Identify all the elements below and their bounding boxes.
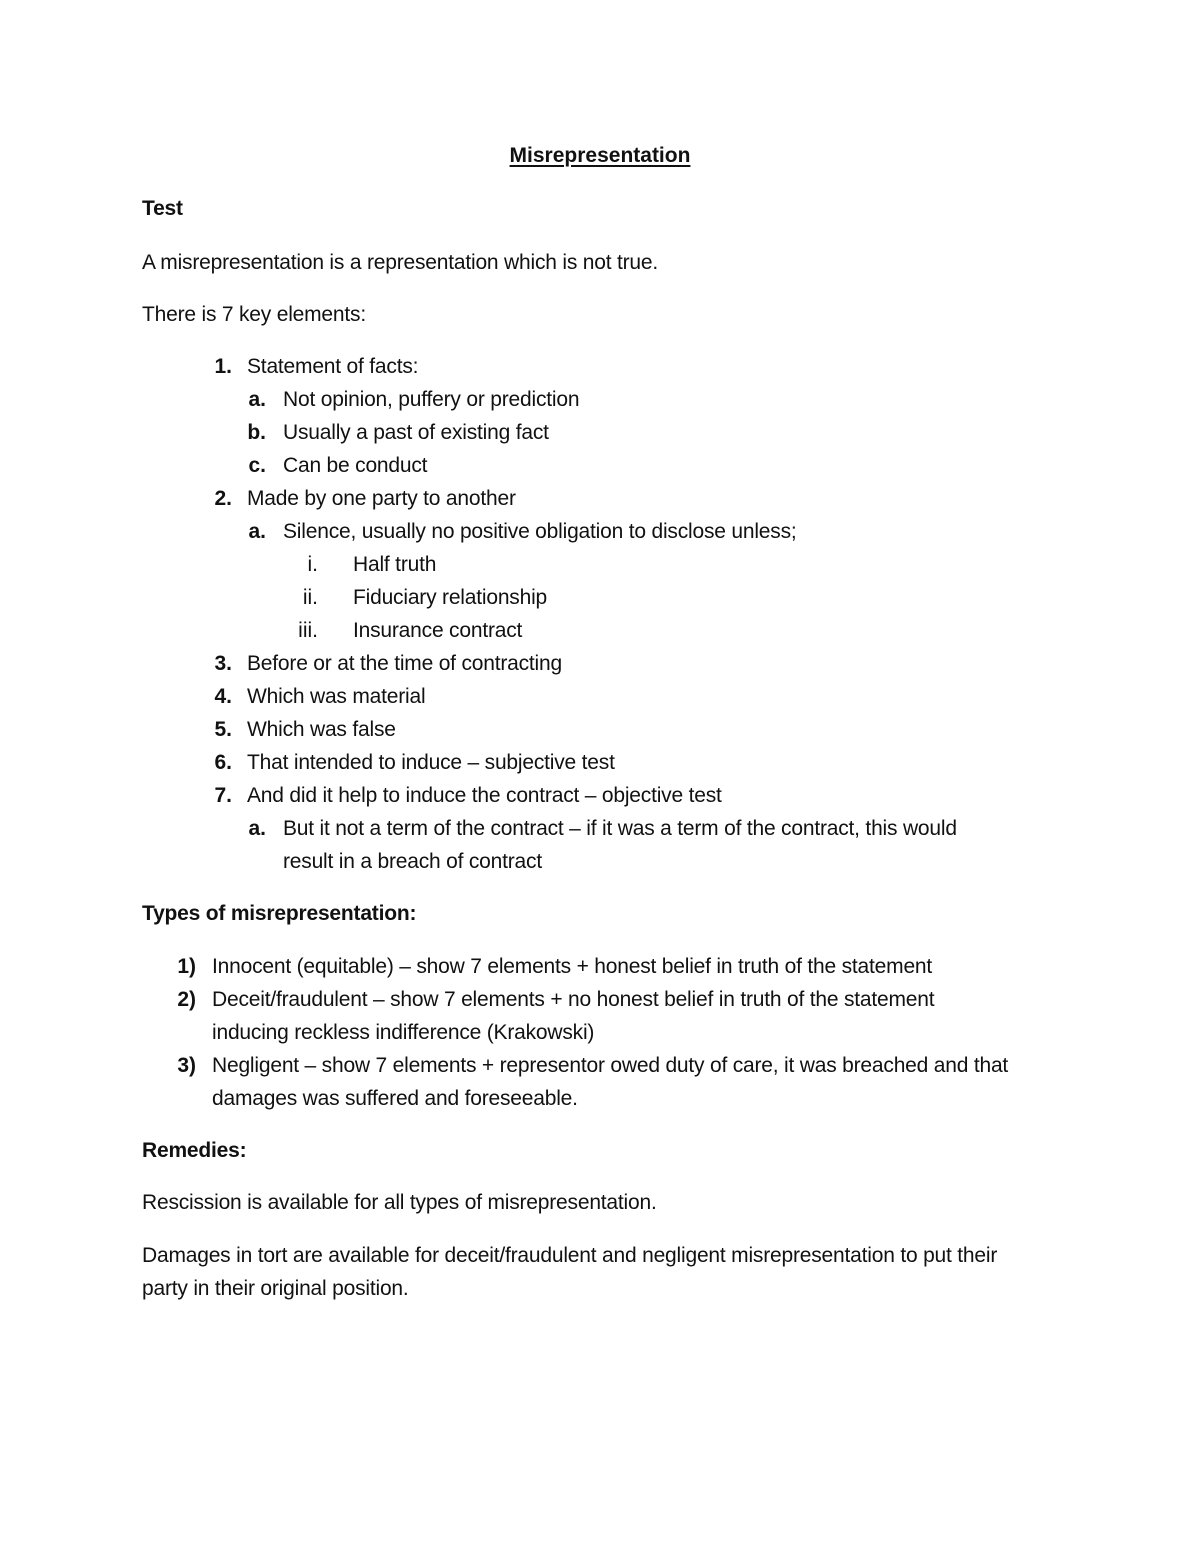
list-marker: 2. — [214, 487, 232, 510]
list-item: Not opinion, puffery or prediction — [283, 388, 580, 411]
remedies-paragraph-continuation: party in their original position. — [142, 1277, 409, 1300]
elements-intro: There is 7 key elements: — [142, 303, 366, 326]
list-marker: 4. — [214, 685, 232, 708]
list-item: Which was material — [247, 685, 426, 708]
list-marker: b. — [247, 421, 266, 444]
list-item-continuation: damages was suffered and foreseeable. — [212, 1087, 578, 1110]
list-marker: a. — [248, 520, 266, 543]
list-item: Insurance contract — [353, 619, 523, 642]
list-marker: i. — [307, 553, 318, 576]
list-marker: 3. — [214, 652, 232, 675]
list-marker: 1) — [177, 955, 196, 978]
list-marker: 6. — [214, 751, 232, 774]
types-heading: Types of misrepresentation: — [142, 902, 417, 925]
list-marker: 7. — [214, 784, 232, 807]
remedies-heading: Remedies: — [142, 1139, 247, 1162]
list-item: Innocent (equitable) – show 7 elements + honest belief in truth of the statement — [212, 955, 933, 978]
list-item-continuation: result in a breach of contract — [283, 850, 542, 873]
list-item: Negligent – show 7 elements + representor owed duty of care, it was breached and that — [212, 1054, 1009, 1077]
list-marker: c. — [248, 454, 266, 477]
list-item: And did it help to induce the contract – objective test — [247, 784, 722, 807]
list-item: Fiduciary relationship — [353, 586, 548, 609]
test-heading: Test — [142, 197, 183, 220]
list-item: Made by one party to another — [247, 487, 516, 510]
definition-paragraph: A misrepresentation is a representation which is not true. — [142, 251, 659, 274]
document-title: Misrepresentation — [509, 144, 691, 167]
remedies-paragraph: Rescission is available for all types of misrepresentation. — [142, 1191, 657, 1214]
list-item: Can be conduct — [283, 454, 428, 477]
list-item: Silence, usually no positive obligation to disclose unless; — [283, 520, 797, 543]
list-marker: a. — [248, 817, 266, 840]
remedies-paragraph: Damages in tort are available for deceit/fraudulent and negligent misrepresentation to put their — [142, 1244, 998, 1267]
list-item: That intended to induce – subjective test — [247, 751, 615, 774]
list-item: But it not a term of the contract – if it was a term of the contract, this would — [283, 817, 957, 840]
list-marker: 1. — [214, 355, 232, 378]
list-marker: ii. — [302, 586, 318, 609]
list-item-continuation: inducing reckless indifference (Krakowski) — [212, 1021, 595, 1044]
list-marker: 2) — [177, 988, 196, 1011]
list-item: Before or at the time of contracting — [247, 652, 562, 675]
list-item: Statement of facts: — [247, 355, 419, 378]
list-marker: iii. — [298, 619, 318, 642]
list-marker: 5. — [214, 718, 232, 741]
list-item: Half truth — [353, 553, 437, 576]
list-item: Deceit/fraudulent – show 7 elements + no honest belief in truth of the statement — [212, 988, 935, 1011]
list-marker: a. — [248, 388, 266, 411]
list-marker: 3) — [177, 1054, 196, 1077]
list-item: Which was false — [247, 718, 396, 741]
list-item: Usually a past of existing fact — [283, 421, 549, 444]
